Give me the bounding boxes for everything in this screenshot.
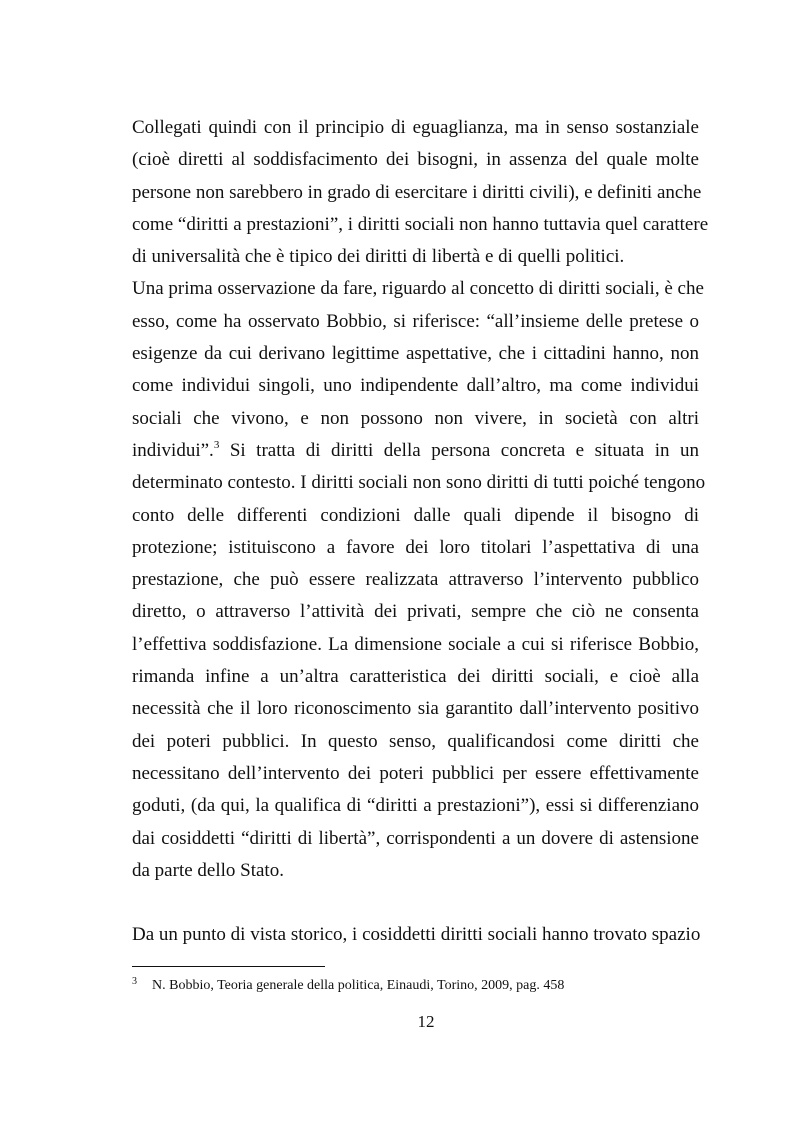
footnote bbox=[132, 973, 699, 995]
text-line: esigenze da cui derivano legittime aspettative, che i cittadini hanno, non bbox=[132, 343, 699, 365]
text-line-with-footnote-ref bbox=[132, 435, 699, 467]
text-line: di universalità che è tipico dei diritti di libertà e di quelli politici. bbox=[132, 246, 625, 268]
footnote-number: 3 bbox=[132, 976, 137, 987]
text-line: Collegati quindi con il principio di eguaglianza, ma in senso sostanziale bbox=[132, 117, 699, 138]
text-fragment: Si tratta di diritti della persona concreta e situata in un bbox=[219, 439, 699, 461]
text-line: dei poteri pubblici. In questo senso, qualificandosi come diritti che bbox=[132, 730, 699, 752]
text-line: esso, come ha osservato Bobbio, si riferisce: “all’insieme delle pretese o bbox=[132, 310, 699, 332]
text-line: sociali che vivono, e non possono non vivere, in società con altri bbox=[132, 407, 699, 429]
text-line: Da un punto di vista storico, i cosiddetti diritti sociali hanno trovato spazio bbox=[132, 924, 701, 946]
text-line: Una prima osservazione da fare, riguardo al concetto di diritti sociali, è che bbox=[132, 278, 704, 300]
text-line: dai cosiddetti “diritti di libertà”, corrispondenti a un dovere di astensione bbox=[132, 827, 699, 849]
text-line: rimanda infine a un’altra caratteristica dei diritti sociali, e cioè alla bbox=[132, 666, 699, 688]
footnote-reference[interactable]: 3 bbox=[213, 438, 220, 451]
text-line: conto delle differenti condizioni dalle quali dipende il bisogno di bbox=[132, 504, 699, 526]
text-line: necessità che il loro riconoscimento sia garantito dall’intervento positivo bbox=[132, 698, 699, 720]
footnote-divider bbox=[132, 966, 325, 967]
text-fragment: individui”. bbox=[132, 439, 214, 461]
body-text bbox=[132, 112, 709, 951]
text-line: l’effettiva soddisfazione. La dimensione sociale a cui si riferisce Bobbio, bbox=[132, 633, 699, 655]
text-line: diretto, o attraverso l’attività dei privati, sempre che ciò ne consenta bbox=[132, 601, 699, 623]
text-line: (cioè diretti al soddisfacimento dei bisogni, in assenza del quale molte bbox=[132, 149, 699, 171]
text-line: da parte dello Stato. bbox=[132, 859, 284, 881]
text-line: determinato contesto. I diritti sociali non sono diritti di tutti poiché tengono bbox=[132, 472, 706, 494]
text-line: come individui singoli, uno indipendente dall’altro, ma come individui bbox=[132, 375, 699, 397]
text-line: goduti, (da qui, la qualifica di “diritti a prestazioni”), essi si differenziano bbox=[132, 795, 699, 817]
text-line: persone non sarebbero in grado di esercitare i diritti civili), e definiti anche bbox=[132, 181, 702, 203]
text-line: prestazione, che può essere realizzata attraverso l’intervento pubblico bbox=[132, 569, 699, 591]
text-line: come “diritti a prestazioni”, i diritti sociali non hanno tuttavia quel carattere bbox=[132, 213, 709, 235]
text-line: necessitano dell’intervento dei poteri pubblici per essere effettivamente bbox=[132, 762, 699, 784]
footnote-text: N. Bobbio, Teoria generale della politica, Einaudi, Torino, 2009, pag. 458 bbox=[152, 978, 565, 993]
page-number: 12 bbox=[417, 1012, 435, 1031]
text-line: protezione; istituiscono a favore dei loro titolari l’aspettativa di una bbox=[132, 536, 699, 558]
